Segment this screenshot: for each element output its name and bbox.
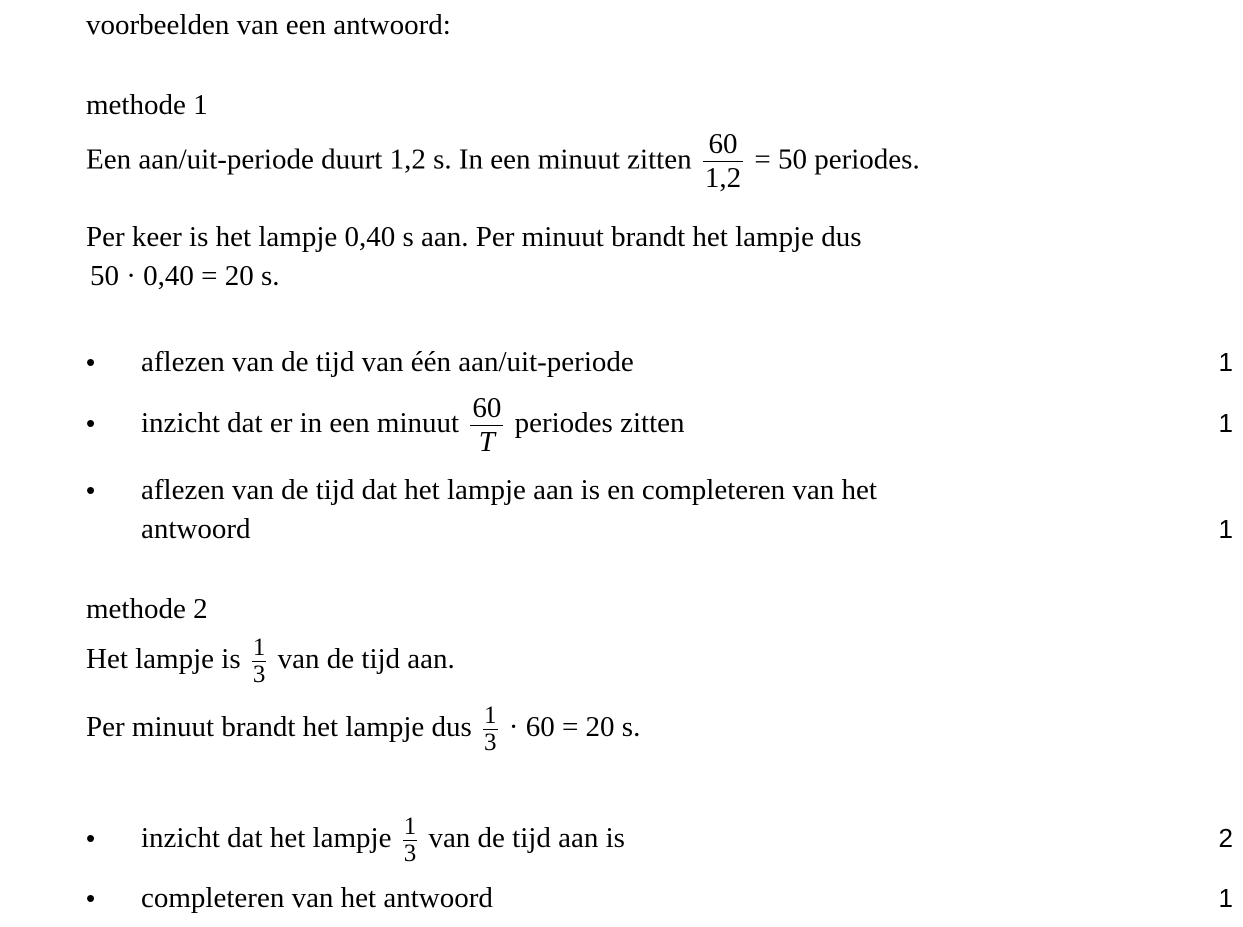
method-2-line-1 — [86, 623, 455, 695]
fraction-60-over-1-2 — [703, 128, 743, 196]
fraction-denominator: 3 — [252, 660, 266, 688]
criterion-2-1-text — [141, 801, 625, 875]
criterion-1-3-text-line-2: antwoord — [141, 513, 251, 545]
fraction-1-over-3 — [483, 703, 498, 757]
criterion-1-2-post: periodes zitten — [514, 407, 685, 439]
bullet-icon: • — [86, 823, 96, 853]
criterion-2-2-text: completeren van het antwoord — [141, 882, 493, 914]
bullet-icon: • — [86, 475, 96, 505]
fraction-1-over-3 — [252, 635, 267, 689]
fraction-numerator: 1 — [484, 701, 497, 729]
method-2-line-2-post: · 60 = 20 s. — [508, 711, 641, 743]
method-2-heading: methode 2 — [86, 593, 208, 625]
fraction-numerator: 60 — [703, 128, 743, 162]
criterion-1-2-text — [141, 384, 685, 462]
method-2-line-2 — [86, 691, 640, 763]
method-1-heading: methode 1 — [86, 89, 208, 121]
fraction-denominator: T — [478, 425, 495, 458]
method-1-line-3: 50 · 0,40 = 20 s. — [90, 260, 280, 292]
fraction-denominator: 3 — [484, 728, 497, 756]
fraction-1-over-3 — [403, 814, 418, 868]
criterion-2-1-post: van de tijd aan is — [428, 822, 625, 854]
criterion-1-1-score: 1 — [1218, 347, 1233, 377]
fraction-60-over-T — [470, 392, 503, 460]
bullet-icon: • — [86, 347, 96, 377]
method-1-line-1-post: = 50 periodes. — [754, 143, 920, 176]
criterion-1-3-score: 1 — [1218, 514, 1233, 544]
criterion-2-1-pre: inzicht dat het lampje — [141, 822, 392, 854]
fraction-numerator: 60 — [470, 392, 503, 426]
fraction-denominator: 3 — [403, 839, 417, 867]
bullet-icon: • — [86, 883, 96, 913]
method-2-line-1-post: van de tijd aan. — [277, 643, 455, 675]
method-1-line-1 — [86, 128, 920, 196]
fraction-numerator: 1 — [252, 633, 266, 661]
criterion-1-2-pre: inzicht dat er in een minuut — [141, 407, 460, 439]
criterion-2-1-score: 2 — [1218, 823, 1233, 853]
criterion-1-3-text-line-1: aflezen van de tijd dat het lampje aan is en completeren van het — [141, 474, 877, 506]
method-1-line-2: Per keer is het lampje 0,40 s aan. Per minuut brandt het lampje dus — [86, 221, 862, 253]
method-2-line-1-pre: Het lampje is — [86, 643, 241, 675]
criterion-1-2-score: 1 — [1218, 408, 1233, 438]
method-1-line-1-pre: Een aan/uit-periode duurt 1,2 s. In een minuut zitten — [86, 143, 692, 176]
fraction-numerator: 1 — [403, 812, 417, 840]
bullet-icon: • — [86, 408, 96, 438]
criterion-2-2-score: 1 — [1218, 883, 1233, 913]
intro-text: voorbeelden van een antwoord: — [86, 9, 451, 41]
method-2-line-2-pre: Per minuut brandt het lampje dus — [86, 711, 472, 743]
fraction-denominator: 1,2 — [704, 162, 742, 195]
criterion-1-1-text: aflezen van de tijd van één aan/uit-periode — [141, 346, 634, 378]
